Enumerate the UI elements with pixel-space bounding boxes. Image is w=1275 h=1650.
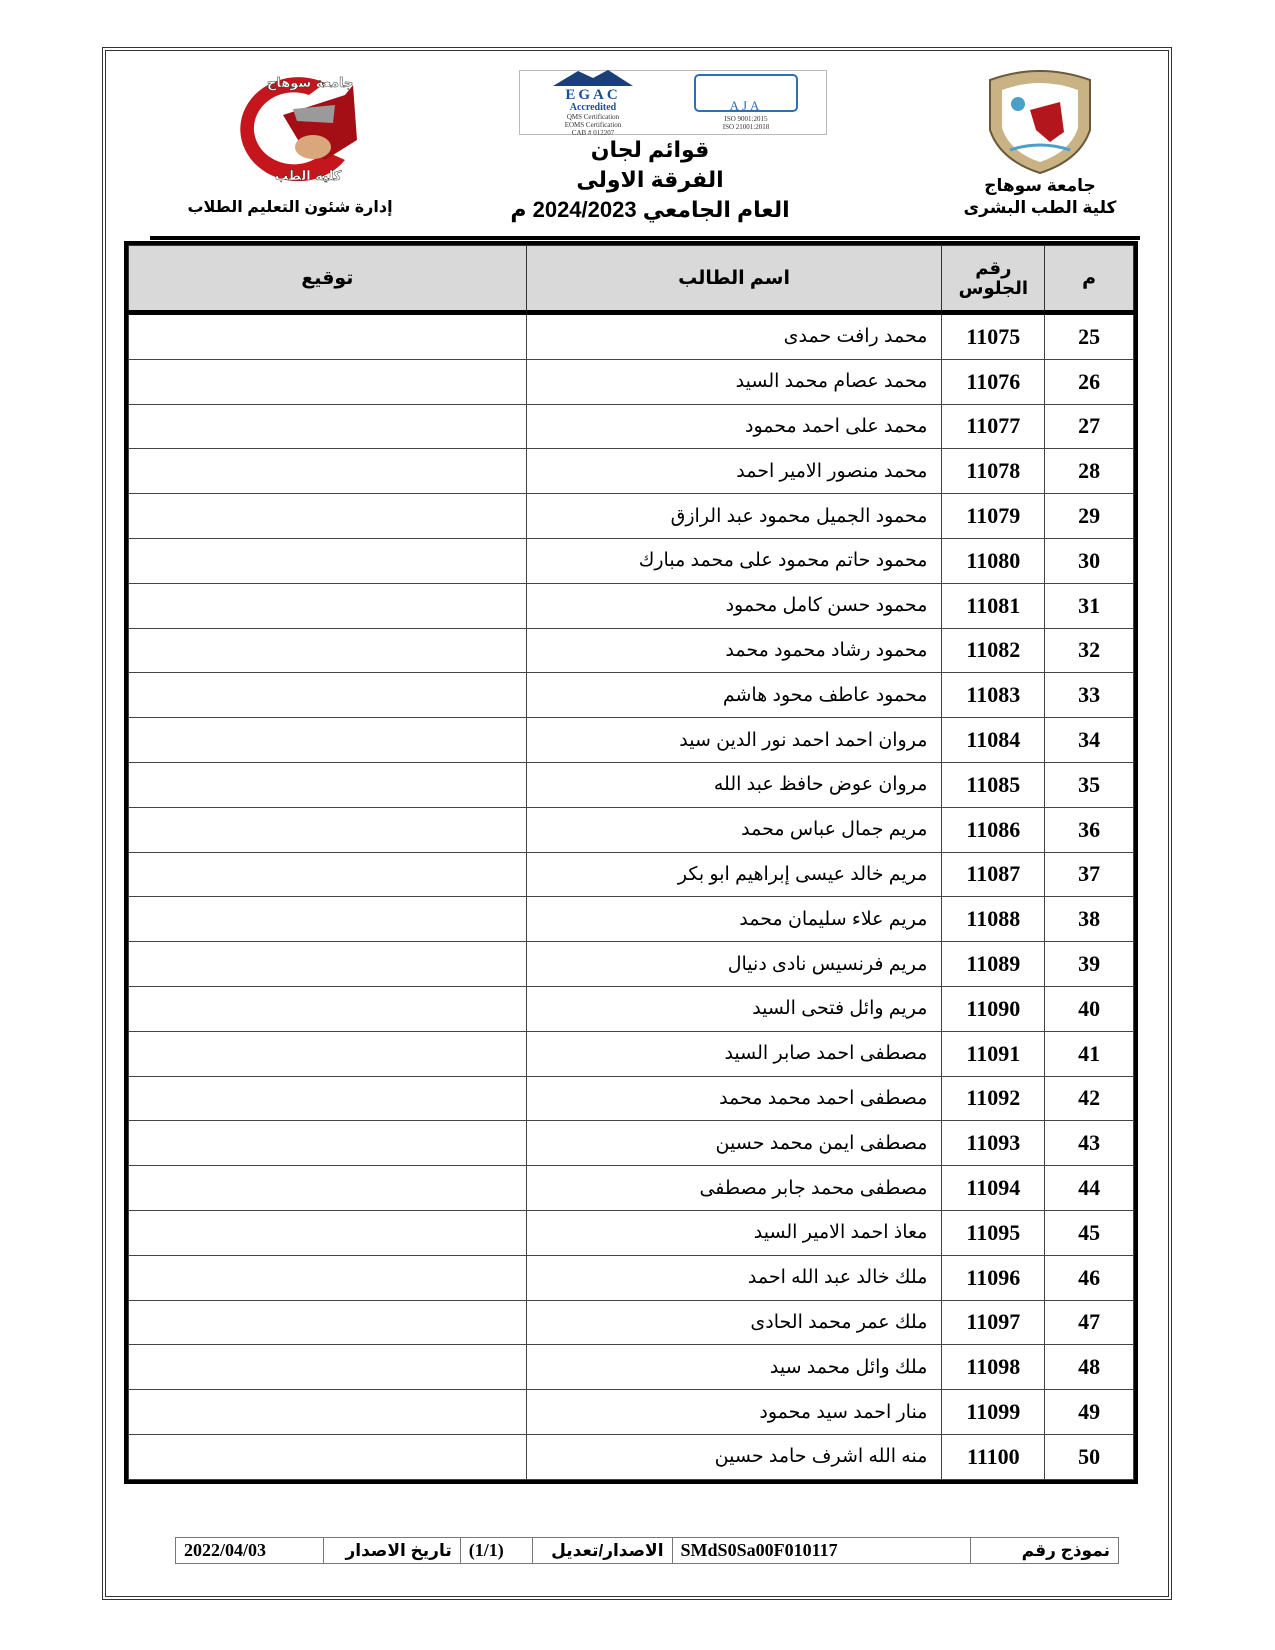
row-index: 34 <box>1045 718 1134 763</box>
table-row <box>129 1210 1134 1255</box>
row-index: 35 <box>1045 762 1134 807</box>
signature-cell[interactable] <box>129 1121 527 1166</box>
student-name: مريم جمال عباس محمد <box>526 807 942 852</box>
table-row <box>129 494 1134 539</box>
table-row <box>129 1390 1134 1435</box>
seat-number: 11083 <box>942 673 1045 718</box>
seat-number: 11087 <box>942 852 1045 897</box>
table-row <box>129 718 1134 763</box>
seat-number: 11076 <box>942 359 1045 404</box>
row-index: 29 <box>1045 494 1134 539</box>
signature-cell[interactable] <box>129 718 527 763</box>
seat-number: 11085 <box>942 762 1045 807</box>
signature-cell[interactable] <box>129 404 527 449</box>
table-row <box>129 986 1134 1031</box>
row-index: 44 <box>1045 1166 1134 1211</box>
form-number: SMdS0Sa00F010117 <box>672 1538 971 1564</box>
signature-cell[interactable] <box>129 1300 527 1345</box>
seat-number: 11089 <box>942 942 1045 987</box>
signature-cell[interactable] <box>129 449 527 494</box>
column-header-seat-number <box>942 246 1045 313</box>
university-seal-icon <box>980 70 1100 175</box>
seat-number: 11086 <box>942 807 1045 852</box>
signature-cell[interactable] <box>129 1390 527 1435</box>
table-row <box>129 1255 1134 1300</box>
table-row <box>129 762 1134 807</box>
row-index: 39 <box>1045 942 1134 987</box>
egac-line: EOMS Certification <box>564 121 622 129</box>
student-name: محمد عصام محمد السيد <box>526 359 942 404</box>
row-index: 40 <box>1045 986 1134 1031</box>
signature-cell[interactable] <box>129 1345 527 1390</box>
table-row <box>129 359 1134 404</box>
seat-number: 11082 <box>942 628 1045 673</box>
signature-cell[interactable] <box>129 494 527 539</box>
level-title: الفرقة الاولى <box>576 167 724 192</box>
student-name: محمود حاتم محمود على محمد مبارك <box>526 538 942 583</box>
row-index: 43 <box>1045 1121 1134 1166</box>
row-index: 32 <box>1045 628 1134 673</box>
seat-number: 11092 <box>942 1076 1045 1121</box>
issue-date-label: تاريخ الاصدار <box>323 1538 460 1564</box>
seat-number: 11080 <box>942 538 1045 583</box>
row-index: 25 <box>1045 313 1134 360</box>
table-header-row <box>129 246 1134 313</box>
seat-header-line: رقم <box>975 258 1012 278</box>
table-row <box>129 1300 1134 1345</box>
university-name: جامعة سوهاج <box>984 176 1096 195</box>
student-name: مصطفى احمد صابر السيد <box>526 1031 942 1076</box>
student-name: محمد رافت حمدى <box>526 313 942 360</box>
table-row <box>129 1345 1134 1390</box>
header-left <box>160 65 420 217</box>
row-index: 28 <box>1045 449 1134 494</box>
seat-number: 11077 <box>942 404 1045 449</box>
seat-header-line: الجلوس <box>958 278 1029 298</box>
student-roster-table <box>128 245 1134 1480</box>
table-row <box>129 1434 1134 1479</box>
aja-line: ISO 9001:2015 <box>724 115 768 123</box>
student-name: ملك وائل محمد سيد <box>526 1345 942 1390</box>
student-name: محمود رشاد محمود محمد <box>526 628 942 673</box>
signature-cell[interactable] <box>129 897 527 942</box>
academic-year: العام الجامعي 2024/2023 م <box>510 197 790 222</box>
seat-number: 11079 <box>942 494 1045 539</box>
egac-name: EGAC <box>565 87 621 103</box>
signature-cell[interactable] <box>129 942 527 987</box>
seat-number: 11093 <box>942 1121 1045 1166</box>
student-name: معاذ احمد الامير السيد <box>526 1210 942 1255</box>
table-row <box>129 538 1134 583</box>
seat-number: 11081 <box>942 583 1045 628</box>
row-index: 47 <box>1045 1300 1134 1345</box>
student-name: مريم فرنسيس نادى دنيال <box>526 942 942 987</box>
faculty-name: كلية الطب البشرى <box>963 198 1117 217</box>
table-row <box>129 1121 1134 1166</box>
row-index: 48 <box>1045 1345 1134 1390</box>
signature-cell[interactable] <box>129 628 527 673</box>
table-row <box>129 673 1134 718</box>
seat-number: 11091 <box>942 1031 1045 1076</box>
header-divider <box>150 236 1140 240</box>
document-title: قوائم لجان <box>590 137 710 162</box>
signature-cell[interactable] <box>129 673 527 718</box>
table-row <box>129 897 1134 942</box>
certification-logos <box>519 70 827 135</box>
signature-cell[interactable] <box>129 538 527 583</box>
svg-text:جامعة سوهاج: جامعة سوهاج <box>267 76 354 91</box>
signature-cell[interactable] <box>129 1255 527 1300</box>
globe-logo-icon <box>694 74 798 112</box>
row-index: 37 <box>1045 852 1134 897</box>
table-body <box>129 313 1134 1480</box>
table-row <box>129 942 1134 987</box>
signature-cell[interactable] <box>129 807 527 852</box>
row-index: 30 <box>1045 538 1134 583</box>
student-name: محمود عاطف محود هاشم <box>526 673 942 718</box>
seat-number: 11094 <box>942 1166 1045 1211</box>
student-name: محمد على احمد محمود <box>526 404 942 449</box>
aja-line: ISO 21001:2018 <box>722 123 770 131</box>
table-row <box>129 1031 1134 1076</box>
column-header-student-name: اسم الطالب <box>526 246 942 313</box>
column-header-index: م <box>1045 246 1134 313</box>
row-index: 33 <box>1045 673 1134 718</box>
seat-number: 11098 <box>942 1345 1045 1390</box>
row-index: 27 <box>1045 404 1134 449</box>
row-index: 36 <box>1045 807 1134 852</box>
aja-name: AJA <box>729 98 763 113</box>
form-info-footer <box>175 1537 1119 1564</box>
table-row <box>129 313 1134 360</box>
student-name: منه الله اشرف حامد حسين <box>526 1434 942 1479</box>
egac-accredited: Accredited <box>569 102 617 113</box>
table-row <box>129 852 1134 897</box>
table-row <box>129 807 1134 852</box>
seat-number: 11090 <box>942 986 1045 1031</box>
row-index: 49 <box>1045 1390 1134 1435</box>
seat-number: 11084 <box>942 718 1045 763</box>
seat-number: 11097 <box>942 1300 1045 1345</box>
row-index: 45 <box>1045 1210 1134 1255</box>
student-name: ملك عمر محمد الحادى <box>526 1300 942 1345</box>
table-row <box>129 628 1134 673</box>
signature-cell[interactable] <box>129 852 527 897</box>
column-header-signature: توقيع <box>129 246 527 313</box>
student-name: مريم علاء سليمان محمد <box>526 897 942 942</box>
signature-cell[interactable] <box>129 1210 527 1255</box>
footer-row <box>176 1538 1119 1564</box>
seat-number: 11078 <box>942 449 1045 494</box>
egac-line: QMS Certification <box>566 113 620 121</box>
faculty-of-medicine-logo-icon <box>205 65 375 185</box>
table-row <box>129 1076 1134 1121</box>
signature-cell[interactable] <box>129 313 527 360</box>
student-name: محمود حسن كامل محمود <box>526 583 942 628</box>
student-name: مصطفى محمد جابر مصطفى <box>526 1166 942 1211</box>
table-row <box>129 404 1134 449</box>
signature-cell[interactable] <box>129 986 527 1031</box>
student-name: مصطفى ايمن محمد حسين <box>526 1121 942 1166</box>
row-index: 42 <box>1045 1076 1134 1121</box>
department-name: إدارة شئون التعليم الطلاب <box>187 199 393 216</box>
table-row <box>129 449 1134 494</box>
signature-cell[interactable] <box>129 359 527 404</box>
document-titles <box>440 135 860 225</box>
seat-number: 11075 <box>942 313 1045 360</box>
student-name: مريم خالد عيسى إبراهيم ابو بكر <box>526 852 942 897</box>
row-index: 26 <box>1045 359 1134 404</box>
signature-cell[interactable] <box>129 1434 527 1479</box>
revision-value: (1/1) <box>460 1538 532 1564</box>
student-name: منار احمد سيد محمود <box>526 1390 942 1435</box>
table-row <box>129 583 1134 628</box>
mountain-logo-icon <box>548 68 638 88</box>
egac-certification <box>548 68 638 137</box>
student-name: مروان عوض حافظ عبد الله <box>526 762 942 807</box>
signature-cell[interactable] <box>129 1076 527 1121</box>
student-name: ملك خالد عبد الله احمد <box>526 1255 942 1300</box>
row-index: 46 <box>1045 1255 1134 1300</box>
row-index: 31 <box>1045 583 1134 628</box>
svg-text:كلية الطب: كلية الطب <box>275 169 342 184</box>
signature-cell[interactable] <box>129 583 527 628</box>
row-index: 41 <box>1045 1031 1134 1076</box>
signature-cell[interactable] <box>129 1031 527 1076</box>
signature-cell[interactable] <box>129 1166 527 1211</box>
aja-certification <box>694 74 798 131</box>
student-name: مريم وائل فتحى السيد <box>526 986 942 1031</box>
revision-label: الاصدار/تعديل <box>532 1538 672 1564</box>
seat-number: 11100 <box>942 1434 1045 1479</box>
table-row <box>129 1166 1134 1211</box>
issue-date: 2022/04/03 <box>176 1538 324 1564</box>
student-name: مروان احمد احمد نور الدين سيد <box>526 718 942 763</box>
seat-number: 11088 <box>942 897 1045 942</box>
egac-line: CAB # 012207 <box>571 129 615 137</box>
row-index: 50 <box>1045 1434 1134 1479</box>
student-name: محمد منصور الامير احمد <box>526 449 942 494</box>
seat-number: 11099 <box>942 1390 1045 1435</box>
seat-number: 11095 <box>942 1210 1045 1255</box>
form-number-label: نموذج رقم <box>971 1538 1119 1564</box>
student-name: محمود الجميل محمود عبد الرازق <box>526 494 942 539</box>
signature-cell[interactable] <box>129 762 527 807</box>
seat-number: 11096 <box>942 1255 1045 1300</box>
student-name: مصطفى احمد محمد محمد <box>526 1076 942 1121</box>
row-index: 38 <box>1045 897 1134 942</box>
header-right <box>950 70 1130 219</box>
